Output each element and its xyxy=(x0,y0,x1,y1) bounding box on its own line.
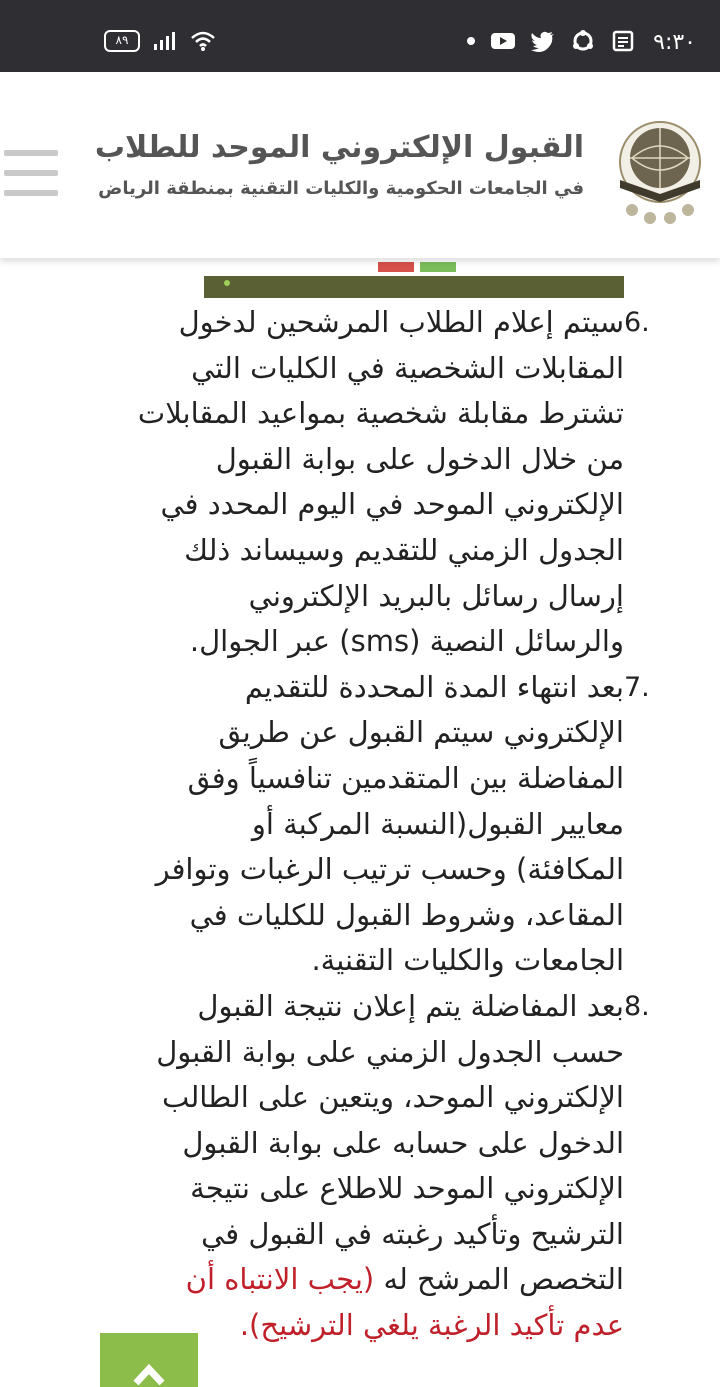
item-number: 7. xyxy=(624,671,650,703)
header-title: القبول الإلكتروني الموحد للطلاب xyxy=(94,130,584,165)
status-bar xyxy=(0,0,720,72)
signal-icon xyxy=(152,30,178,52)
header-subtitle: في الجامعات الحكومية والكليات التقنية بمنطقة الرياض xyxy=(98,178,584,199)
site-header xyxy=(0,72,720,258)
item-text-main: بعد المفاضلة يتم إعلان نتيجة القبول حسب الجدول الزمني على بوابة القبول الإلكتروني الموحد، ويتعين على الطالب الدخول على حسابه على بوابة القبول الإلكتروني الموحد للاطلاع على نتيجة الترشيح وتأكيد رغبته في القبول في التخصص المرشح له xyxy=(156,988,624,1297)
hamburger-icon[interactable] xyxy=(4,150,58,200)
news-icon xyxy=(610,30,636,52)
battery-icon: ٨٩ xyxy=(104,30,140,52)
embedded-image-strip xyxy=(204,256,624,298)
wifi-icon xyxy=(190,30,216,52)
status-time: ٩:٣٠ xyxy=(653,30,696,55)
globe-logo[interactable] xyxy=(602,114,714,232)
youtube-icon xyxy=(490,30,516,52)
list-item xyxy=(100,665,660,984)
strip-red-button xyxy=(378,262,414,272)
chevron-up-icon xyxy=(100,1333,198,1387)
sync-icon xyxy=(570,30,596,52)
twitter-icon xyxy=(530,30,556,52)
item-text: بعد انتهاء المدة المحددة للتقديم الإلكتروني سيتم القبول عن طريق المفاضلة بين المتقدمين تنافسياً وفق معايير القبول(النسبة المركبة أو المكافئة) وحسب ترتيب الرغبات وتوافر المقاعد، وشروط القبول للكليات في الجامعات والكليات التقنية. xyxy=(155,669,624,978)
list-item xyxy=(100,984,660,1349)
item-number: 8. xyxy=(624,990,650,1022)
item-number: 6. xyxy=(624,307,650,338)
status-icons-left xyxy=(104,30,216,52)
status-icons-right xyxy=(466,30,636,52)
item-text: سيتم إعلام الطلاب المرشحين لدخول المقابلات الشخصية في الكليات التي تشترط مقابلة شخصية بمواعيد المقابلات من خلال الدخول على بوابة القبول الإلكتروني الموحد في اليوم المحدد في الجدول الزمني للتقديم وسيساند ذلك إرسال رسائل بالبريد الإلكتروني والرسائل النصية (sms) عبر الجوال. xyxy=(137,305,624,659)
back-to-top-button[interactable] xyxy=(100,1333,198,1387)
item-warning: (يجب الانتباه أن عدم تأكيد الرغبة يلغي الترشيح). xyxy=(185,1262,624,1343)
strip-green-button xyxy=(420,262,456,272)
dot-icon xyxy=(466,30,476,52)
content-list xyxy=(100,300,660,1349)
list-item xyxy=(100,300,660,665)
item-text xyxy=(136,984,624,1349)
strip-dot xyxy=(224,280,230,286)
strip-band xyxy=(204,276,624,298)
